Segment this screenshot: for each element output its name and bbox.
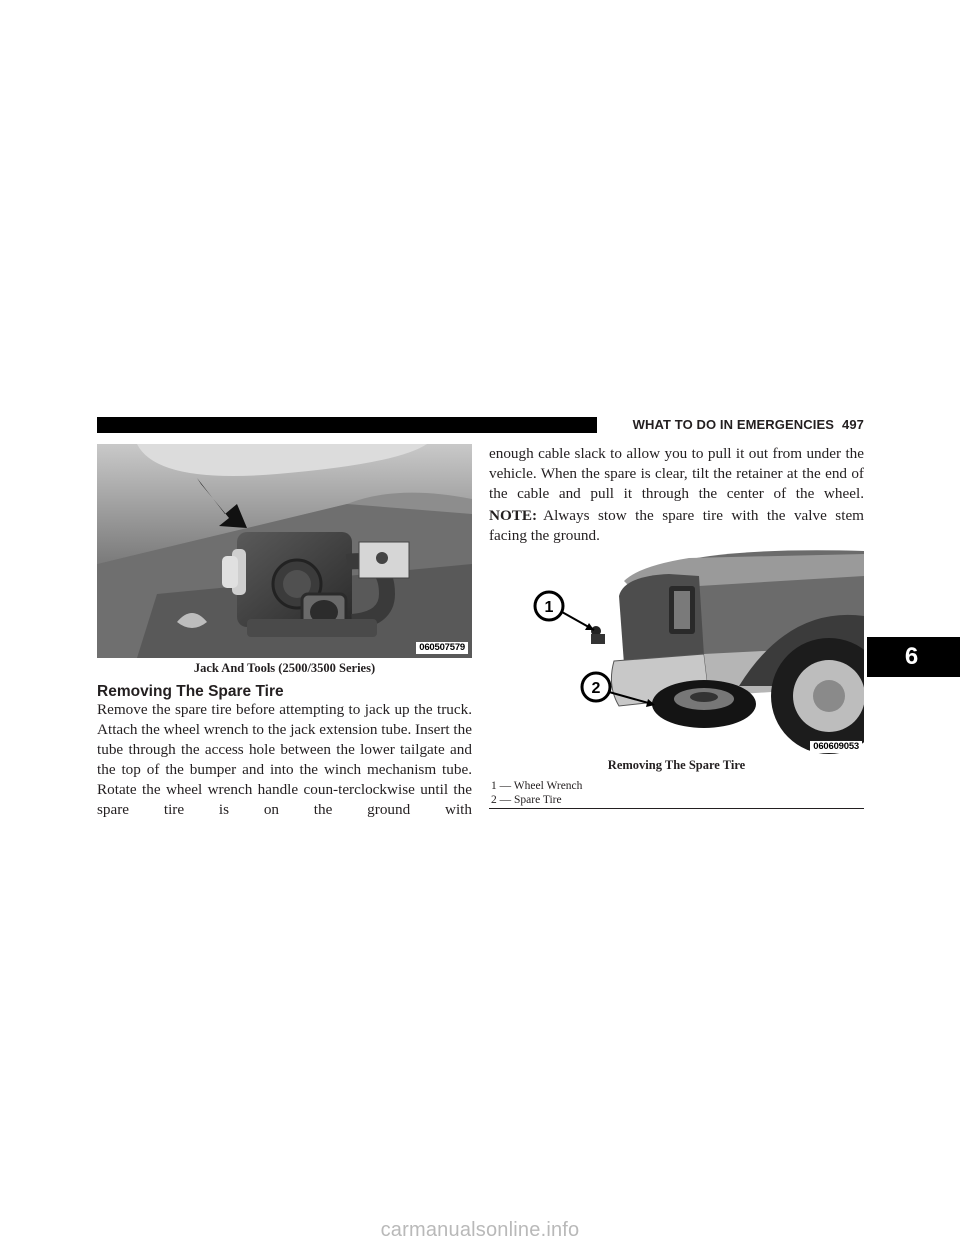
figure-caption: Removing The Spare Tire	[607, 758, 746, 772]
paragraph-text: enough cable slack to allow you to pull it out from under the vehicle. When the spare is clear, tilt the retainer at the	[489, 445, 864, 482]
figure-legend	[491, 779, 864, 807]
note-label: NOTE:	[489, 507, 538, 524]
page-number: 497	[842, 417, 864, 432]
spare-tire-illustration	[489, 546, 864, 756]
chapter-tab	[867, 637, 960, 677]
figure-caption: Jack And Tools (2500/3500 Series)	[193, 661, 376, 675]
paragraph-last-line: end of the cable and pull it through the center of the wheel.	[489, 465, 864, 502]
body-paragraph: Remove the spare tire before attempting to jack up the truck. Attach the wheel wrench to the jack extension tube. Insert the tube through the access hole between the lower tailgate and the top of the bumper and into the winch mechanism tube. Rotate the wheel wrench handle coun-terclockwise until the spare tire is on the ground with	[97, 701, 472, 818]
header-bar	[97, 417, 597, 433]
chapter-number: 6	[904, 643, 919, 670]
header-section-title: WHAT TO DO IN EMERGENCIES	[632, 417, 834, 432]
figure-jack-and-tools	[97, 444, 472, 658]
note-paragraph	[489, 506, 864, 546]
legend-item: 2 — Spare Tire	[491, 794, 562, 806]
running-header	[606, 417, 864, 433]
figure-code: 060507579	[416, 642, 468, 654]
callout-1: 1	[544, 599, 554, 616]
body-paragraph-continued	[489, 444, 864, 504]
legend-divider	[489, 808, 864, 809]
legend-item: 1 — Wheel Wrench	[491, 780, 583, 792]
callout-2: 2	[591, 680, 601, 697]
figure-removing-spare-tire	[489, 546, 864, 756]
jack-photo-illustration	[97, 444, 472, 658]
figure-code: 060609053	[810, 741, 862, 753]
section-heading: Removing The Spare Tire	[97, 683, 284, 700]
note-text: Always stow the spare tire with the valve stem facing the ground.	[489, 507, 864, 544]
watermark: carmanualsonline.info	[380, 1219, 580, 1241]
